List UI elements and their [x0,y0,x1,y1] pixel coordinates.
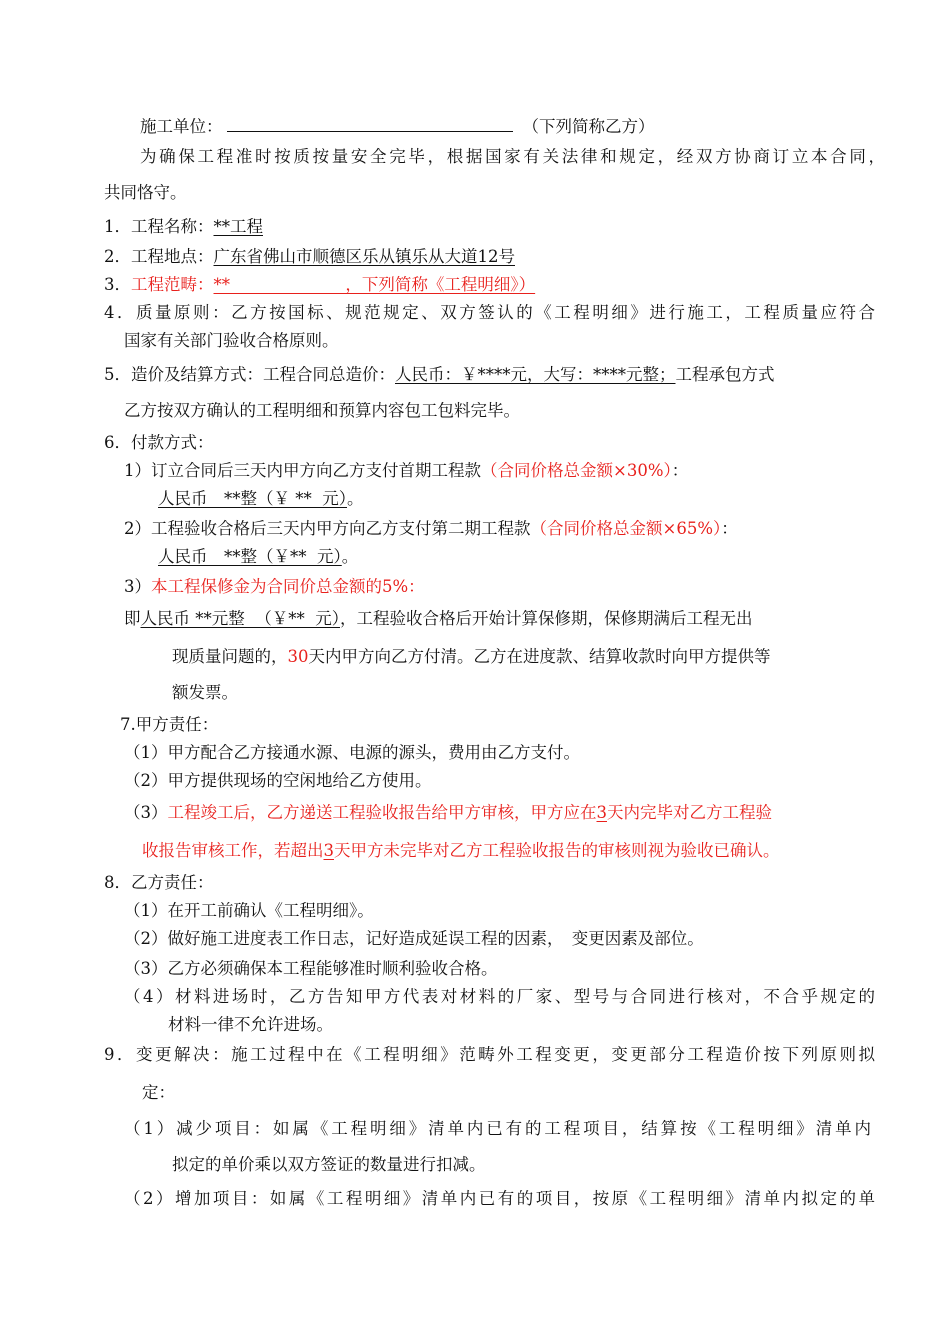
payment-1 [124,460,688,482]
section-8-item-1: （1）在开工前确认《工程明细》。 [124,901,374,920]
payment-1-amount-end: 。 [347,489,364,508]
payment-2 [124,518,738,540]
contractor-line [140,116,655,138]
section-4-quality-line-1: 4．质量原则：乙方按国标、规范规定、双方签认的《工程明细》进行施工，工程质量应符合 [104,303,875,322]
warranty-pre: 即 [124,609,141,628]
section-7-item-3-line-2 [142,840,780,862]
contractor-name-blank[interactable] [227,116,513,132]
section-6-title: 6．付款方式： [104,433,214,452]
section-9-item-1-line-2: 拟定的单价乘以双方签证的数量进行扣减。 [172,1155,486,1174]
warranty-post: ，工程验收合格后开始计算保修期，保修期满后工程无出 [339,609,753,628]
payment-2-amount [158,546,358,568]
warranty-days: 30 [287,647,309,666]
item-3-text-c: 收报告审核工作，若超出 [142,841,324,860]
section-2-project-location [104,246,515,268]
item-3-days-2: 3 [323,841,334,860]
payment-2-amount-end: 。 [341,547,359,566]
section-8-item-4-line-2: 材料一律不允许进场。 [168,1015,333,1034]
section-7-title: 7.甲方责任： [120,715,219,734]
item-3-text-b: 天内完毕对乙方工程验 [607,803,772,822]
payment-3 [124,576,425,598]
section-5-line-2: 乙方按双方确认的工程明细和预算内容包工包料完毕。 [124,401,520,420]
item-3-text-a: 工程竣工后，乙方递送工程验收报告给甲方审核，甲方应在 [167,803,597,822]
project-name-value: **工程 [213,217,263,236]
warranty-2-post: 天内甲方向乙方付清。乙方在进度款、结算收款时向甲方提供等 [308,647,771,666]
section-8-item-2: （2）做好施工进度表工作日志，记好造成延误工程的因素， 变更因素及部位。 [124,929,704,948]
section-5-price [104,364,775,386]
price-tail: 工程承包方式 [675,365,775,384]
warranty-2-pre: 现质量问题的， [172,647,288,666]
section-8-item-3: （3）乙方必须确保本工程能够准时顺利验收合格。 [124,959,498,978]
warranty-line-3: 额发票。 [172,683,238,702]
project-location-value: 广东省佛山市顺德区乐从镇乐从大道12号 [213,247,515,266]
payment-1-amount [158,488,364,510]
intro-line-1: 为确保工程准时按质按量安全完毕，根据国家有关法律和规定，经双方协商订立本合同， [140,147,885,166]
contractor-note: （下列简称乙方） [522,117,655,136]
project-location-label: 2．工程地点： [104,247,214,266]
section-7-item-1: （1）甲方配合乙方接通水源、电源的源头，费用由乙方支付。 [124,743,580,762]
payment-2-percent: （合同价格总金额×65%） [530,519,722,538]
intro-line-2: 共同恪守。 [104,183,187,202]
section-1-project-name [104,216,263,238]
section-7-item-2: （2）甲方提供现场的空闲地给乙方使用。 [124,771,432,790]
warranty-line-2 [172,646,771,668]
payment-3-text: 本工程保修金为合同价总金额的5%： [151,577,425,596]
section-9-item-2-line-1: （2）增加项目：如属《工程明细》清单内已有的项目，按原《工程明细》清单内拟定的单 [124,1189,875,1208]
item-3-text-d: 天甲方未完毕对乙方工程验收报告的审核则视为验收已确认。 [334,841,780,860]
payment-3-number: 3） [124,577,151,596]
item-3-days-1: 3 [596,803,607,822]
payment-2-amount-value: 人民币 **整（￥** 元） [158,547,342,566]
section-9-line-2: 定： [142,1083,175,1102]
payment-1-amount-value: 人民币 **整（￥ ** 元） [158,489,347,508]
payment-1-percent: （合同价格总金额×30%） [481,461,672,480]
contractor-label: 施工单位： [140,117,223,136]
section-9-line-1: 9．变更解决：施工过程中在《工程明细》范畴外工程变更，变更部分工程造价按下列原则拟 [104,1045,875,1064]
payment-2-text: 2）工程验收合格后三天内甲方向乙方支付第二期工程款 [124,519,531,538]
payment-1-colon: ： [671,461,689,480]
project-scope-label: 工程范畴： [131,275,214,294]
section-9-item-1-line-1: （1）减少项目：如属《工程明细》清单内已有的工程项目，结算按《工程明细》清单内 [124,1119,871,1138]
section-3-project-scope [104,274,535,296]
warranty-line-1 [124,608,752,630]
project-scope-value: ** ，下列简称《工程明细》） [213,275,536,294]
price-label: 5．造价及结算方式：工程合同总造价： [104,365,395,384]
payment-1-text: 1）订立合同后三天内甲方向乙方支付首期工程款 [124,461,481,480]
section-3-number: 3． [104,275,131,294]
item-3-number: （3） [124,803,168,822]
section-4-quality-line-2: 国家有关部门验收合格原则。 [124,331,339,350]
section-8-item-4-line-1: （4）材料进场时，乙方告知甲方代表对材料的厂家、型号与合同进行核对，不合乎规定的 [124,987,875,1006]
price-amount: 人民币：￥****元，大写：****元整； [395,365,676,384]
section-7-item-3-line-1 [124,802,772,824]
payment-2-colon: ： [721,519,738,538]
warranty-amount: 人民币 **元整 （￥** 元） [140,609,340,628]
section-8-title: 8．乙方责任： [104,873,214,892]
project-name-label: 1．工程名称： [104,217,214,236]
